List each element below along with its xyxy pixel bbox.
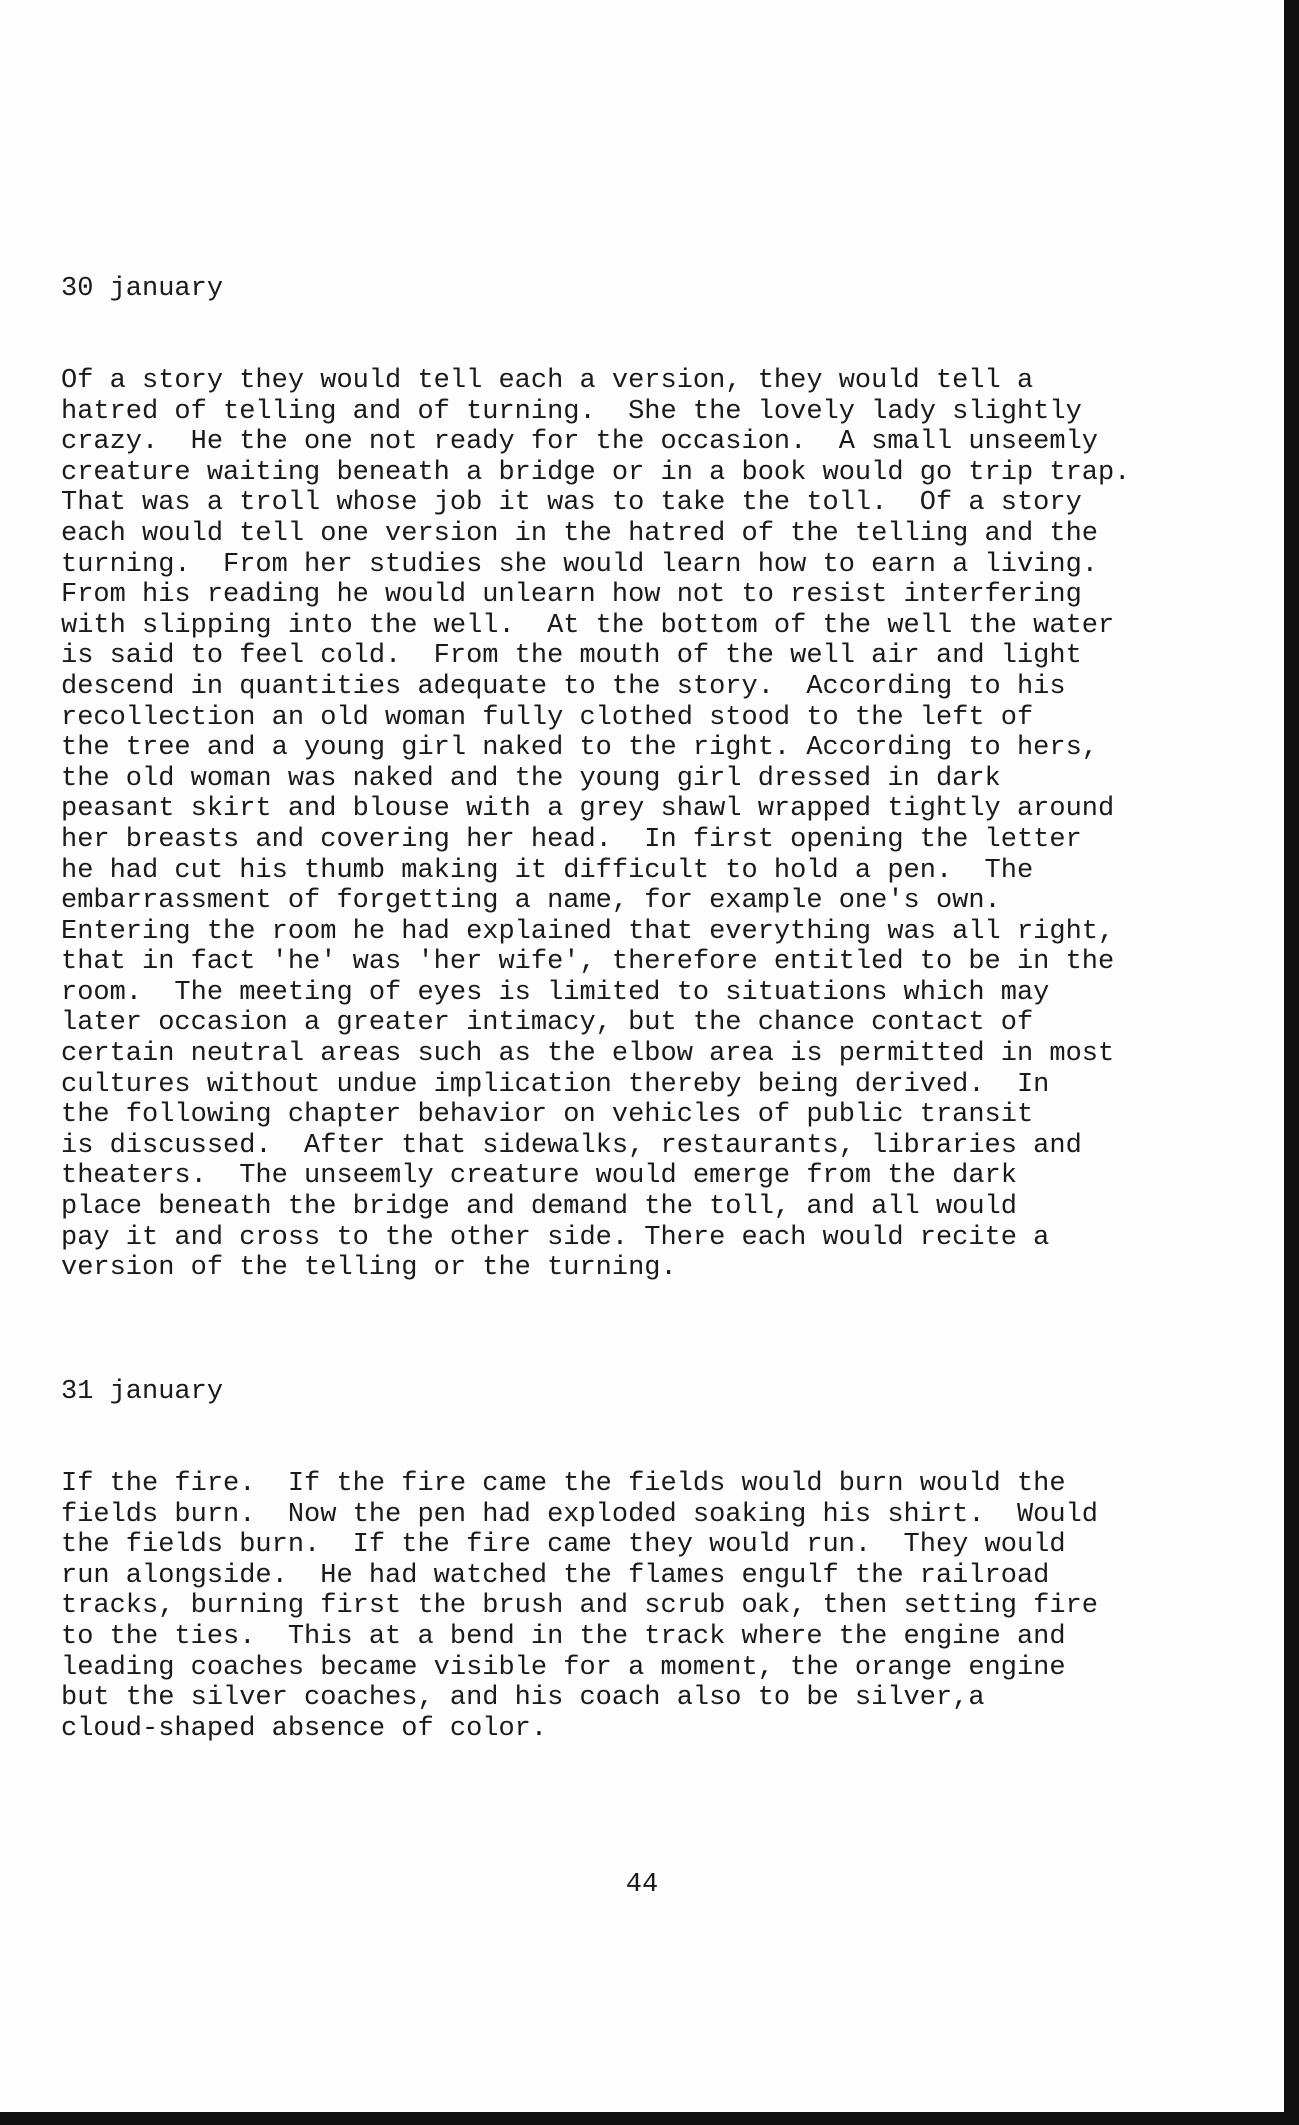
- entry-body: If the fire. If the fire came the fields would burn would the fields burn. Now the pen had exploded soaking his shirt. Would the fields burn. If the fire came they would run. They would run alongside. He had watched the flames engulf the railroad tracks, burning first the brush and scrub oak, then setting fire to the ties. This at a bend in the track where the engine and leading coaches became visible for a moment, the orange engine but the silver coaches, and his coach also to be silver,a cloud-shaped absence of color.: [61, 1469, 1098, 1744]
- page-number: 44: [625, 1870, 659, 1900]
- entry-body: Of a story they would tell each a version, they would tell a hatred of telling and of turning. She the lovely lady slightly crazy. He the one not ready for the occasion. A small unseemly creature waiting beneath a bridge or in a book would go trip trap. That was a troll whose job it was to take the toll. Of a story each would tell one version in the hatred of the telling and the turning. From her studies she would learn how to earn a living. From his reading he would unlearn how not to resist interfering with slipping into the well. At the bottom of the well the water is said to feel cold. From the mouth of the well air and light descend in quantities adequate to the story. According to his recollection an old woman fully clothed stood to the left of the tree and a young girl naked to the right. According to hers, the old woman was naked and the young girl dressed in dark peasant skirt and blouse with a grey shawl wrapped tightly around her breasts and covering her head. In first opening the letter he had cut his thumb making it difficult to hold a pen. The embarrassment of forgetting a name, for example one's own. Entering the room he had explained that everything was all right, that in fact 'he' was 'her wife', therefore entitled to be in the room. The meeting of eyes is limited to situations which may later occasion a greater intimacy, but the chance contact of certain neutral areas such as the elbow area is permitted in most cultures without undue implication thereby being derived. In the following chapter behavior on vehicles of public transit is discussed. After that sidewalks, restaurants, libraries and theaters. The unseemly creature would emerge from the dark place beneath the bridge and demand the toll, and all would pay it and cross to the other side. There each would recite a version of the telling or the turning.: [61, 366, 1131, 1284]
- entry-date: 31 january: [61, 1377, 224, 1407]
- scan-edge-bottom: [0, 2112, 1299, 2125]
- entry-date: 30 january: [61, 274, 224, 304]
- scan-edge-right: [1284, 0, 1299, 2125]
